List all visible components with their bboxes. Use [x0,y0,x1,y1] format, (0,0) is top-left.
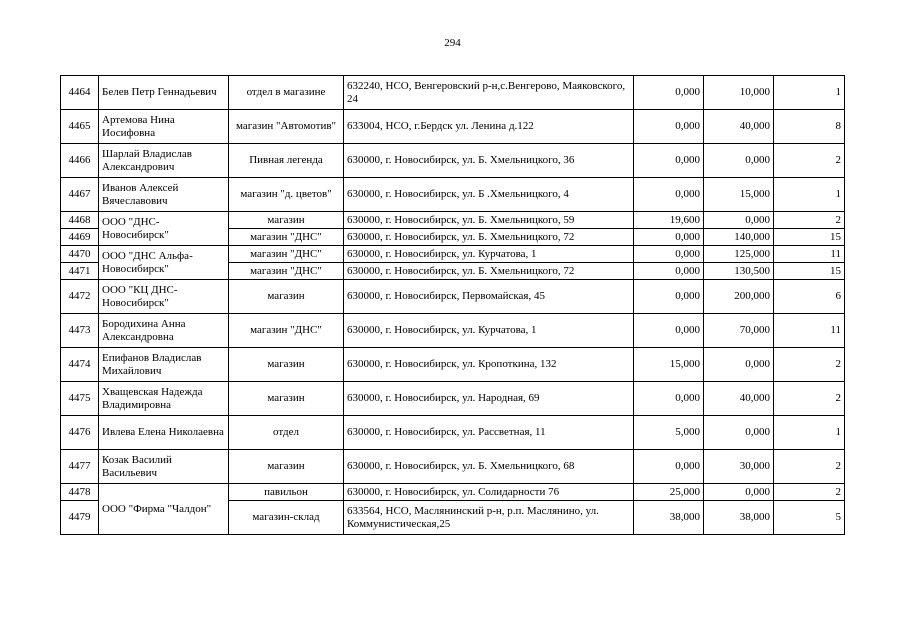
count: 8 [774,110,845,144]
value-1: 15,000 [634,348,704,382]
address: 632240, НСО, Венгеровский р-н,с.Венгерово, Маяковского, 24 [344,76,634,110]
value-1: 0,000 [634,246,704,263]
table-row [61,348,845,382]
address: 630000, г. Новосибирск, ул. Б. Хмельницкого, 72 [344,229,634,246]
object-type: магазин "ДНС" [229,314,344,348]
value-2: 0,000 [704,484,774,501]
object-type: магазин [229,348,344,382]
owner-name: Белев Петр Геннадьевич [99,76,229,110]
row-number: 4465 [61,110,99,144]
value-1: 25,000 [634,484,704,501]
row-number: 4464 [61,76,99,110]
address: 633564, НСО, Маслянинский р-н, р.п. Маслянино, ул. Коммунистическая,25 [344,501,634,535]
value-2: 140,000 [704,229,774,246]
value-1: 0,000 [634,178,704,212]
object-type: магазин [229,382,344,416]
count: 1 [774,178,845,212]
table-row [61,212,845,229]
row-number: 4469 [61,229,99,246]
address: 630000, г. Новосибирск, ул. Б. Хмельницкого, 59 [344,212,634,229]
row-number: 4473 [61,314,99,348]
row-number: 4475 [61,382,99,416]
address: 630000, г. Новосибирск, ул. Б. Хмельницкого, 36 [344,144,634,178]
address: 630000, г. Новосибирск, ул. Рассветная, 11 [344,416,634,450]
object-type: магазин "ДНС" [229,246,344,263]
owner-name: Ивлева Елена Николаевна [99,416,229,450]
address: 630000, г. Новосибирск, ул. Б. Хмельницкого, 68 [344,450,634,484]
value-1: 0,000 [634,450,704,484]
row-number: 4477 [61,450,99,484]
owner-name: Козак Василий Васильевич [99,450,229,484]
object-type: магазин [229,450,344,484]
address: 630000, г. Новосибирск, ул. Курчатова, 1 [344,246,634,263]
value-2: 10,000 [704,76,774,110]
object-type: магазин-склад [229,501,344,535]
count: 2 [774,144,845,178]
address: 630000, г. Новосибирск, Первомайская, 45 [344,280,634,314]
value-2: 30,000 [704,450,774,484]
value-1: 0,000 [634,263,704,280]
row-number: 4479 [61,501,99,535]
table-row [61,110,845,144]
value-2: 40,000 [704,110,774,144]
count: 1 [774,416,845,450]
value-1: 0,000 [634,110,704,144]
count: 1 [774,76,845,110]
object-type: магазин "ДНС" [229,263,344,280]
row-number: 4472 [61,280,99,314]
owner-name: ООО "ДНС Альфа-Новосибирск" [99,246,229,280]
value-1: 38,000 [634,501,704,535]
address: 630000, г. Новосибирск, ул. Солидарности 76 [344,484,634,501]
object-type: павильон [229,484,344,501]
row-number: 4474 [61,348,99,382]
row-number: 4470 [61,246,99,263]
registry-table [60,75,845,535]
count: 2 [774,212,845,229]
value-2: 0,000 [704,348,774,382]
row-number: 4478 [61,484,99,501]
row-number: 4467 [61,178,99,212]
value-1: 0,000 [634,314,704,348]
object-type: магазин [229,280,344,314]
value-1: 19,600 [634,212,704,229]
address: 630000, г. Новосибирск, ул. Б .Хмельницкого, 4 [344,178,634,212]
count: 15 [774,263,845,280]
row-number: 4476 [61,416,99,450]
row-number: 4471 [61,263,99,280]
address: 630000, г. Новосибирск, ул. Б. Хмельницкого, 72 [344,263,634,280]
owner-name: Иванов Алексей Вячеславович [99,178,229,212]
object-type: магазин "Автомотив" [229,110,344,144]
row-number: 4468 [61,212,99,229]
table-row [61,382,845,416]
value-2: 0,000 [704,416,774,450]
count: 2 [774,382,845,416]
value-1: 0,000 [634,229,704,246]
count: 2 [774,450,845,484]
table-row [61,484,845,501]
owner-name: Епифанов Владислав Михайлович [99,348,229,382]
value-2: 0,000 [704,212,774,229]
object-type: магазин "ДНС" [229,229,344,246]
address: 630000, г. Новосибирск, ул. Народная, 69 [344,382,634,416]
count: 15 [774,229,845,246]
count: 2 [774,484,845,501]
object-type: отдел в магазине [229,76,344,110]
count: 5 [774,501,845,535]
address: 633004, НСО, г.Бердск ул. Ленина д.122 [344,110,634,144]
count: 6 [774,280,845,314]
page-number: 294 [444,37,461,49]
owner-name: ООО "КЦ ДНС-Новосибирск" [99,280,229,314]
object-type: магазин [229,212,344,229]
table-row [61,76,845,110]
value-2: 0,000 [704,144,774,178]
value-2: 125,000 [704,246,774,263]
owner-name: Хващевская Надежда Владимировна [99,382,229,416]
value-2: 40,000 [704,382,774,416]
owner-name: Артемова Нина Иосифовна [99,110,229,144]
address: 630000, г. Новосибирск, ул. Кропоткина, 132 [344,348,634,382]
owner-name: Бородихина Анна Александровна [99,314,229,348]
row-number: 4466 [61,144,99,178]
value-2: 70,000 [704,314,774,348]
value-1: 0,000 [634,382,704,416]
count: 11 [774,314,845,348]
table-row [61,280,845,314]
value-2: 130,500 [704,263,774,280]
count: 11 [774,246,845,263]
value-1: 0,000 [634,76,704,110]
owner-name: Шарлай Владислав Александрович [99,144,229,178]
owner-name: ООО "Фирма "Чалдон" [99,484,229,535]
object-type: отдел [229,416,344,450]
count: 2 [774,348,845,382]
value-2: 38,000 [704,501,774,535]
value-2: 200,000 [704,280,774,314]
table-row [61,144,845,178]
table-row [61,314,845,348]
table-row [61,450,845,484]
address: 630000, г. Новосибирск, ул. Курчатова, 1 [344,314,634,348]
table-row [61,416,845,450]
owner-name: ООО "ДНС-Новосибирск" [99,212,229,246]
value-1: 0,000 [634,144,704,178]
value-1: 5,000 [634,416,704,450]
object-type: Пивная легенда [229,144,344,178]
table-row [61,178,845,212]
object-type: магазин "д. цветов" [229,178,344,212]
value-1: 0,000 [634,280,704,314]
table-row [61,246,845,263]
value-2: 15,000 [704,178,774,212]
